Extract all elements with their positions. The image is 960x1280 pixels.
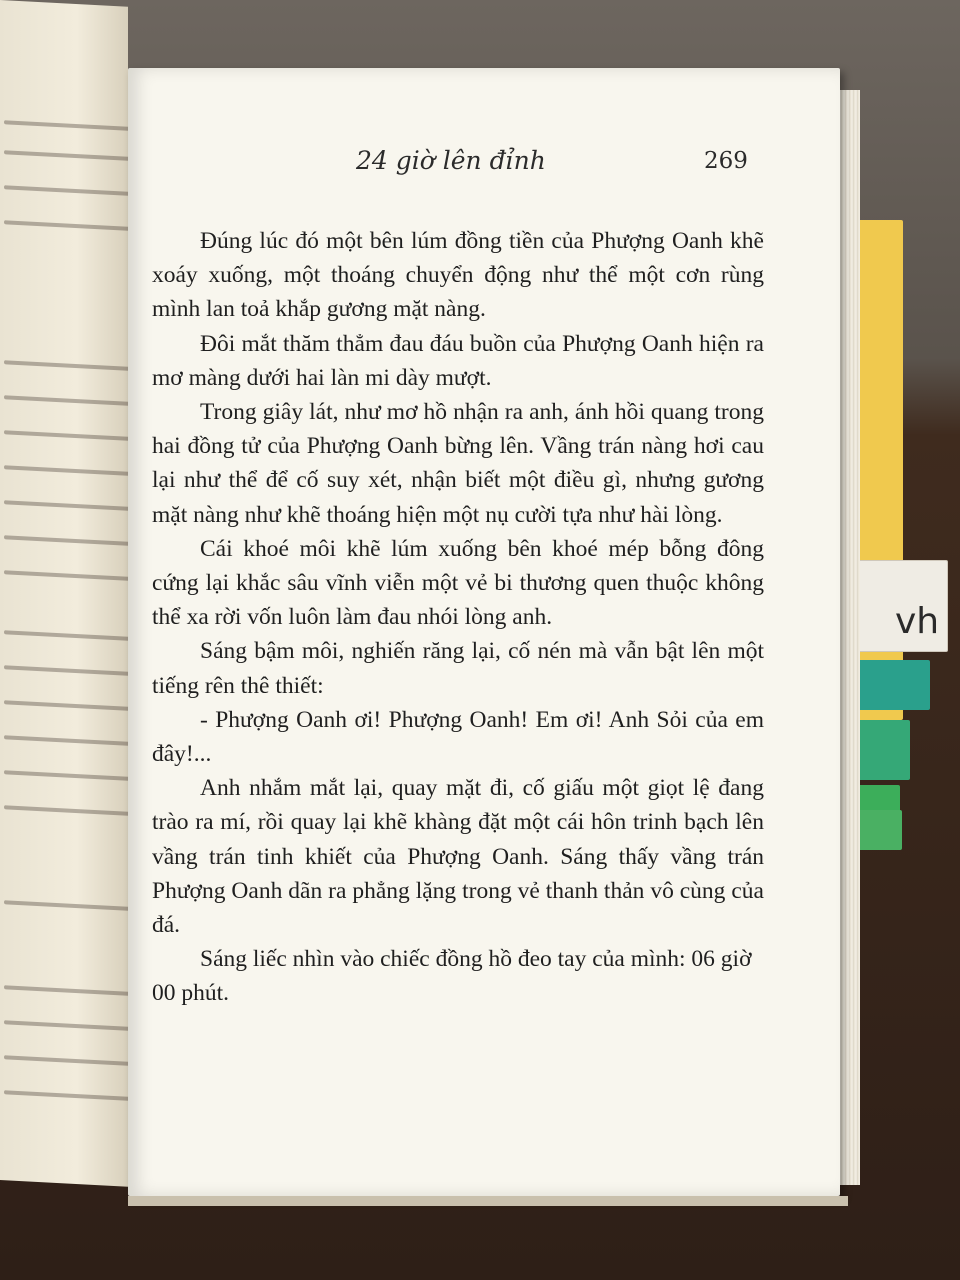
running-header <box>0 146 960 186</box>
text-line <box>4 665 128 676</box>
text-line <box>4 1055 128 1066</box>
text-line <box>4 395 128 406</box>
paragraph: Trong giây lát, như mơ hồ nhận ra anh, ánh hồi quang trong hai đồng tử của Phượng Oanh bừng lên. Vầng trán nàng hơi cau lại như thể để cố suy xét, nhận biết một điều gì, nhưng gương mặt nàng như khẽ thoáng hiện một nụ cười tựa như hài lòng. <box>152 399 764 528</box>
text-line <box>4 805 128 816</box>
text-line <box>4 360 128 371</box>
text-line <box>4 430 128 441</box>
spine-label: vh <box>895 601 940 642</box>
text-line <box>4 120 128 131</box>
text-line <box>4 700 128 711</box>
page-body <box>152 224 764 1011</box>
dialogue-paragraph: - Phượng Oanh ơi! Phượng Oanh! Em ơi! Anh Sỏi của em đây!... <box>152 706 764 768</box>
paragraph: Anh nhắm mắt lại, quay mặt đi, cố giấu một giọt lệ đang trào ra mí, rồi quay lại khẽ khàng đặt một cái hôn trinh bạch lên vầng trán tinh khiết của Phượng Oanh. Sáng thấy vầng trán Phượng Oanh dãn ra phẳng lặng trong vẻ thanh thản vô cùng của đá. <box>152 775 764 939</box>
page-number: 269 <box>704 148 748 174</box>
text-line <box>4 985 128 996</box>
text-line <box>4 900 128 911</box>
text-line <box>4 185 128 196</box>
page-edge <box>838 90 860 1185</box>
text-line <box>4 1090 128 1101</box>
book-title: 24 giờ lên đỉnh <box>356 146 546 175</box>
text-line <box>4 500 128 511</box>
text-line <box>4 535 128 546</box>
text-line <box>4 570 128 581</box>
text-line <box>4 1020 128 1031</box>
paragraph: Sáng liếc nhìn vào chiếc đồng hồ đeo tay của mình: 06 giờ 00 phút. <box>152 946 752 1007</box>
text-line <box>4 735 128 746</box>
paragraph: Sáng bậm môi, nghiến răng lại, cố nén mà vẫn bật lên một tiếng rên thê thiết: <box>152 638 764 699</box>
text-line <box>4 630 128 641</box>
paragraph: Đúng lúc đó một bên lúm đồng tiền của Phượng Oanh khẽ xoáy xuống, một thoáng chuyển động như thể một cơn rùng mình lan toả khắp gương mặt nàng. <box>152 228 764 323</box>
paragraph: Cái khoé môi khẽ lúm xuống bên khoé mép bỗng đông cứng lại khắc sâu vĩnh viễn một vẻ bi thương quen thuộc không thể xa rời vốn luôn làm đau nhói lòng anh. <box>152 535 764 631</box>
text-line <box>4 770 128 781</box>
page-bottom-edge <box>128 1196 848 1206</box>
text-line <box>4 465 128 476</box>
paragraph: Đôi mắt thăm thẳm đau đáu buồn của Phượng Oanh hiện ra mơ màng dưới hai làn mi dày mượt. <box>152 330 764 391</box>
text-line <box>4 220 128 231</box>
